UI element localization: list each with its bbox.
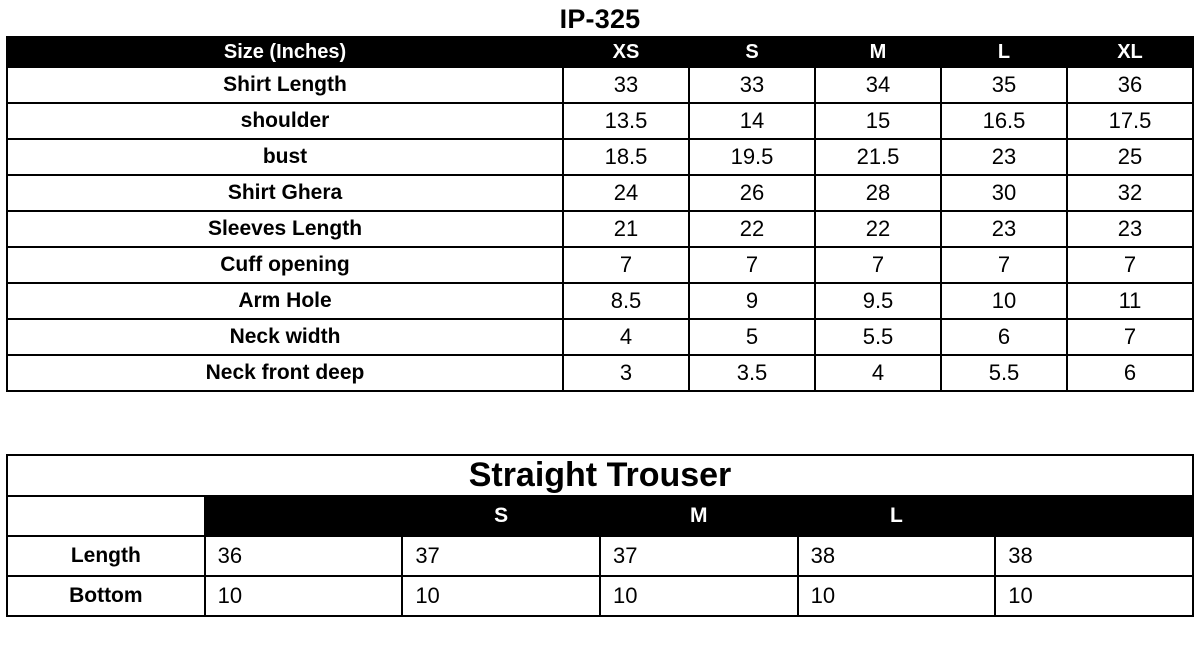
cell-s: 26 bbox=[689, 175, 815, 211]
table-row bbox=[7, 139, 1193, 175]
page-title: IP-325 bbox=[559, 4, 641, 34]
cell-l: 23 bbox=[941, 211, 1067, 247]
table-row bbox=[7, 175, 1193, 211]
table-row bbox=[7, 247, 1193, 283]
cell-l: 7 bbox=[941, 247, 1067, 283]
cell-l: 23 bbox=[941, 139, 1067, 175]
row-label: Arm Hole bbox=[7, 283, 563, 319]
cell-xs: 4 bbox=[563, 319, 689, 355]
table-row bbox=[7, 355, 1193, 391]
cell-m: 22 bbox=[815, 211, 941, 247]
cell-1: 36 bbox=[205, 536, 403, 576]
cell-5: 10 bbox=[995, 576, 1193, 616]
cell-1: 10 bbox=[205, 576, 403, 616]
cell-m: 28 bbox=[815, 175, 941, 211]
cell-s: 9 bbox=[689, 283, 815, 319]
row-label: Neck front deep bbox=[7, 355, 563, 391]
header-m: M bbox=[815, 37, 941, 67]
table-row bbox=[7, 576, 1193, 616]
cell-l: 35 bbox=[941, 67, 1067, 103]
table-row bbox=[7, 319, 1193, 355]
cell-l: 5.5 bbox=[941, 355, 1067, 391]
cell-5: 38 bbox=[995, 536, 1193, 576]
row-label: Neck width bbox=[7, 319, 563, 355]
cell-s: 14 bbox=[689, 103, 815, 139]
cell-m: 9.5 bbox=[815, 283, 941, 319]
cell-s: 19.5 bbox=[689, 139, 815, 175]
cell-m: 5.5 bbox=[815, 319, 941, 355]
cell-s: 37 bbox=[402, 536, 600, 576]
header-xl: XL bbox=[1067, 37, 1193, 67]
table-row bbox=[7, 536, 1193, 576]
header-l: L bbox=[941, 37, 1067, 67]
trouser-header-s: S bbox=[402, 496, 600, 536]
cell-xl: 17.5 bbox=[1067, 103, 1193, 139]
cell-s: 22 bbox=[689, 211, 815, 247]
cell-s: 3.5 bbox=[689, 355, 815, 391]
row-label: Shirt Length bbox=[7, 67, 563, 103]
cell-xs: 24 bbox=[563, 175, 689, 211]
row-label: Sleeves Length bbox=[7, 211, 563, 247]
row-label: Shirt Ghera bbox=[7, 175, 563, 211]
cell-m: 4 bbox=[815, 355, 941, 391]
trouser-header-blank-2 bbox=[205, 496, 403, 536]
row-label: Length bbox=[7, 536, 205, 576]
cell-l: 16.5 bbox=[941, 103, 1067, 139]
cell-l: 38 bbox=[798, 536, 996, 576]
cell-l: 10 bbox=[798, 576, 996, 616]
table-row bbox=[7, 283, 1193, 319]
trouser-title: Straight Trouser bbox=[7, 455, 1193, 496]
cell-xl: 7 bbox=[1067, 247, 1193, 283]
header-s: S bbox=[689, 37, 815, 67]
table-row bbox=[7, 211, 1193, 247]
trouser-header-blank bbox=[7, 496, 205, 536]
table-header-row bbox=[7, 37, 1193, 67]
cell-xs: 13.5 bbox=[563, 103, 689, 139]
row-label: bust bbox=[7, 139, 563, 175]
shirt-measurements-table bbox=[6, 36, 1194, 392]
cell-xl: 36 bbox=[1067, 67, 1193, 103]
cell-xs: 33 bbox=[563, 67, 689, 103]
trouser-title-row bbox=[7, 455, 1193, 496]
table-spacer bbox=[0, 392, 1200, 454]
trouser-measurements-table bbox=[6, 454, 1194, 617]
trouser-header-l: L bbox=[798, 496, 996, 536]
cell-m: 21.5 bbox=[815, 139, 941, 175]
row-label: Bottom bbox=[7, 576, 205, 616]
cell-m: 37 bbox=[600, 536, 798, 576]
cell-xs: 8.5 bbox=[563, 283, 689, 319]
cell-xs: 7 bbox=[563, 247, 689, 283]
trouser-header-m: M bbox=[600, 496, 798, 536]
trouser-header-row bbox=[7, 496, 1193, 536]
table-row bbox=[7, 103, 1193, 139]
cell-s: 33 bbox=[689, 67, 815, 103]
cell-l: 10 bbox=[941, 283, 1067, 319]
row-label: Cuff opening bbox=[7, 247, 563, 283]
cell-l: 6 bbox=[941, 319, 1067, 355]
cell-l: 30 bbox=[941, 175, 1067, 211]
cell-m: 15 bbox=[815, 103, 941, 139]
header-size-inches: Size (Inches) bbox=[7, 37, 563, 67]
cell-xl: 6 bbox=[1067, 355, 1193, 391]
cell-m: 34 bbox=[815, 67, 941, 103]
trouser-header-blank-3 bbox=[995, 496, 1193, 536]
cell-xs: 18.5 bbox=[563, 139, 689, 175]
cell-xl: 7 bbox=[1067, 319, 1193, 355]
cell-s: 5 bbox=[689, 319, 815, 355]
table-row bbox=[7, 67, 1193, 103]
cell-xl: 25 bbox=[1067, 139, 1193, 175]
cell-xl: 23 bbox=[1067, 211, 1193, 247]
row-label: shoulder bbox=[7, 103, 563, 139]
cell-s: 10 bbox=[402, 576, 600, 616]
header-xs: XS bbox=[563, 37, 689, 67]
cell-s: 7 bbox=[689, 247, 815, 283]
cell-xs: 21 bbox=[563, 211, 689, 247]
cell-m: 10 bbox=[600, 576, 798, 616]
cell-m: 7 bbox=[815, 247, 941, 283]
cell-xl: 11 bbox=[1067, 283, 1193, 319]
cell-xl: 32 bbox=[1067, 175, 1193, 211]
cell-xs: 3 bbox=[563, 355, 689, 391]
